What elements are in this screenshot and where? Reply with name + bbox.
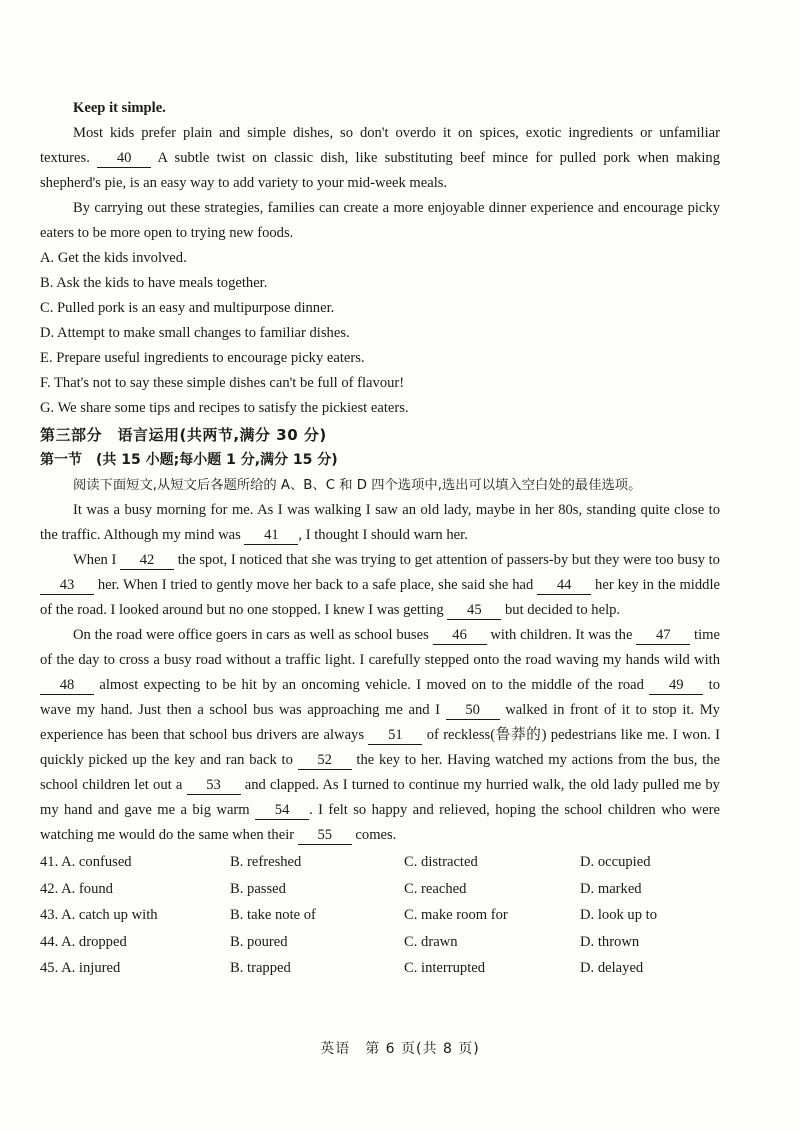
passage-text: the spot, I noticed that she was trying to get attention of passers-by but they were too busy to xyxy=(174,552,720,568)
passage-text: walked in front of it to stop it. My experience has been that school bus drivers are always xyxy=(40,702,720,743)
blank-52: 52 xyxy=(298,752,352,770)
page-footer: 英语 第 6 页(共 8 页) xyxy=(320,1041,480,1057)
passage-text: the key to her. Having watched my actions from the bus, the school children let out a xyxy=(40,752,720,793)
choice-d: D. thrown xyxy=(580,933,640,950)
blank-42: 42 xyxy=(120,552,174,570)
passage-text: but decided to help. xyxy=(501,602,621,618)
blank-47: 47 xyxy=(636,627,690,645)
option-d: D. Attempt to make small changes to familiar dishes. xyxy=(40,325,350,341)
question-45 xyxy=(40,955,720,982)
blank-48: 48 xyxy=(40,677,94,695)
passage-text: , I thought I should warn her. xyxy=(298,527,468,543)
passage-text: On the road were office goers in cars as well as school buses xyxy=(73,627,433,643)
blank-51: 51 xyxy=(368,727,422,745)
choice-c: C. interrupted xyxy=(404,960,486,977)
passage-text: and clapped. As I turned to continue my hurried walk, the old lady pulled me by my hand and gave me a big warm xyxy=(40,777,720,818)
passage-text: her. When I tried to gently move her back to a safe place, she said she had xyxy=(94,577,538,593)
choice-b: B. poured xyxy=(230,933,288,950)
choice-d: D. occupied xyxy=(580,854,651,870)
blank-44: 44 xyxy=(537,577,591,595)
option-list xyxy=(40,246,720,421)
choice-a: 45. A. injured xyxy=(40,960,121,977)
question-41 xyxy=(40,849,720,876)
passage-text: her key in the middle of the road. I looked around but no one stopped. I knew I was getting xyxy=(40,577,720,618)
blank-40: 40 xyxy=(97,150,151,168)
tip-heading: Keep it simple. xyxy=(73,100,166,116)
choice-a: 41. A. confused xyxy=(40,854,132,870)
section-title: 第一节 (共 15 小题;每小题 1 分,满分 15 分) xyxy=(40,452,338,468)
blank-45: 45 xyxy=(447,602,501,620)
passage-paragraph-1 xyxy=(40,498,720,548)
question-43 xyxy=(40,902,720,929)
option-a: A. Get the kids involved. xyxy=(40,250,187,266)
passage-text: . I felt so happy and relieved, hoping the school children who were watching me would do the same when their xyxy=(40,802,720,843)
option-e: E. Prepare useful ingredients to encourage picky eaters. xyxy=(40,350,365,366)
choice-d: D. delayed xyxy=(580,960,644,977)
question-42 xyxy=(40,876,720,903)
answer-choices xyxy=(40,849,720,982)
passage-text: comes. xyxy=(351,827,397,843)
passage-text: time of the day to cross a busy road without a traffic light. I carefully stepped onto the road waving my hands wild with xyxy=(40,627,720,668)
choice-a: 43. A. catch up with xyxy=(40,907,158,924)
blank-49: 49 xyxy=(649,677,703,695)
option-g: G. We share some tips and recipes to satisfy the pickiest eaters. xyxy=(40,400,409,416)
blank-50: 50 xyxy=(446,702,500,720)
option-f: F. That's not to say these simple dishes can't be full of flavour! xyxy=(40,375,405,391)
blank-53: 53 xyxy=(187,777,241,795)
choice-c: C. distracted xyxy=(404,854,478,870)
passage-text: almost expecting to be hit by an oncoming vehicle. I moved on to the middle of the road xyxy=(94,677,650,693)
blank-54: 54 xyxy=(255,802,309,820)
passage-text: of reckless(鲁莽的) pedestrians like me. I won. I quickly picked up the key and ran back to xyxy=(40,727,720,768)
choice-b: B. take note of xyxy=(230,907,316,924)
passage-paragraph-2 xyxy=(40,548,720,623)
passage-text: It was a busy morning for me. As I was walking I saw an old lady, maybe in her 80s, standing quite close to the traffic. Although my mind was xyxy=(40,502,720,543)
passage-text: to wave my hand. Just then a school bus was approaching me and I xyxy=(40,677,720,718)
choice-b: B. refreshed xyxy=(230,854,302,870)
choice-b: B. passed xyxy=(230,880,286,897)
page-content xyxy=(40,96,720,982)
passage-text: When I xyxy=(73,552,121,568)
option-c: C. Pulled pork is an easy and multipurpose dinner. xyxy=(40,300,335,316)
conclusion-paragraph: By carrying out these strategies, families can create a more enjoyable dinner experience and encourage picky eaters to be more open to trying new foods. xyxy=(40,200,720,241)
blank-46: 46 xyxy=(433,627,487,645)
tip-text-1: Most kids prefer plain and simple dishes, so don't overdo it on spices, exotic ingredients or unfamiliar textures. xyxy=(40,125,720,166)
choice-c: C. make room for xyxy=(404,907,508,924)
choice-d: D. marked xyxy=(580,880,642,897)
choice-c: C. reached xyxy=(404,880,467,897)
directions: 阅读下面短文,从短文后各题所给的 A、B、C 和 D 四个选项中,选出可以填入空白处的最佳选项。 xyxy=(73,478,642,493)
blank-43: 43 xyxy=(40,577,94,595)
part-title: 第三部分 语言运用(共两节,满分 30 分) xyxy=(40,426,327,444)
choice-a: 42. A. found xyxy=(40,880,113,897)
choice-a: 44. A. dropped xyxy=(40,933,127,950)
tip-paragraph xyxy=(40,121,720,196)
passage-paragraph-3 xyxy=(40,623,720,848)
choice-b: B. trapped xyxy=(230,960,291,977)
choice-c: C. drawn xyxy=(404,933,458,950)
option-b: B. Ask the kids to have meals together. xyxy=(40,275,268,291)
blank-41: 41 xyxy=(244,527,298,545)
choice-d: D. look up to xyxy=(580,907,658,924)
tip-text-2: A subtle twist on classic dish, like substituting beef mince for pulled pork when making shepherd's pie, is an easy way to add variety to your mid-week meals. xyxy=(40,150,720,191)
question-44 xyxy=(40,929,720,956)
blank-55: 55 xyxy=(298,827,352,845)
passage-text: with children. It was the xyxy=(486,627,637,643)
